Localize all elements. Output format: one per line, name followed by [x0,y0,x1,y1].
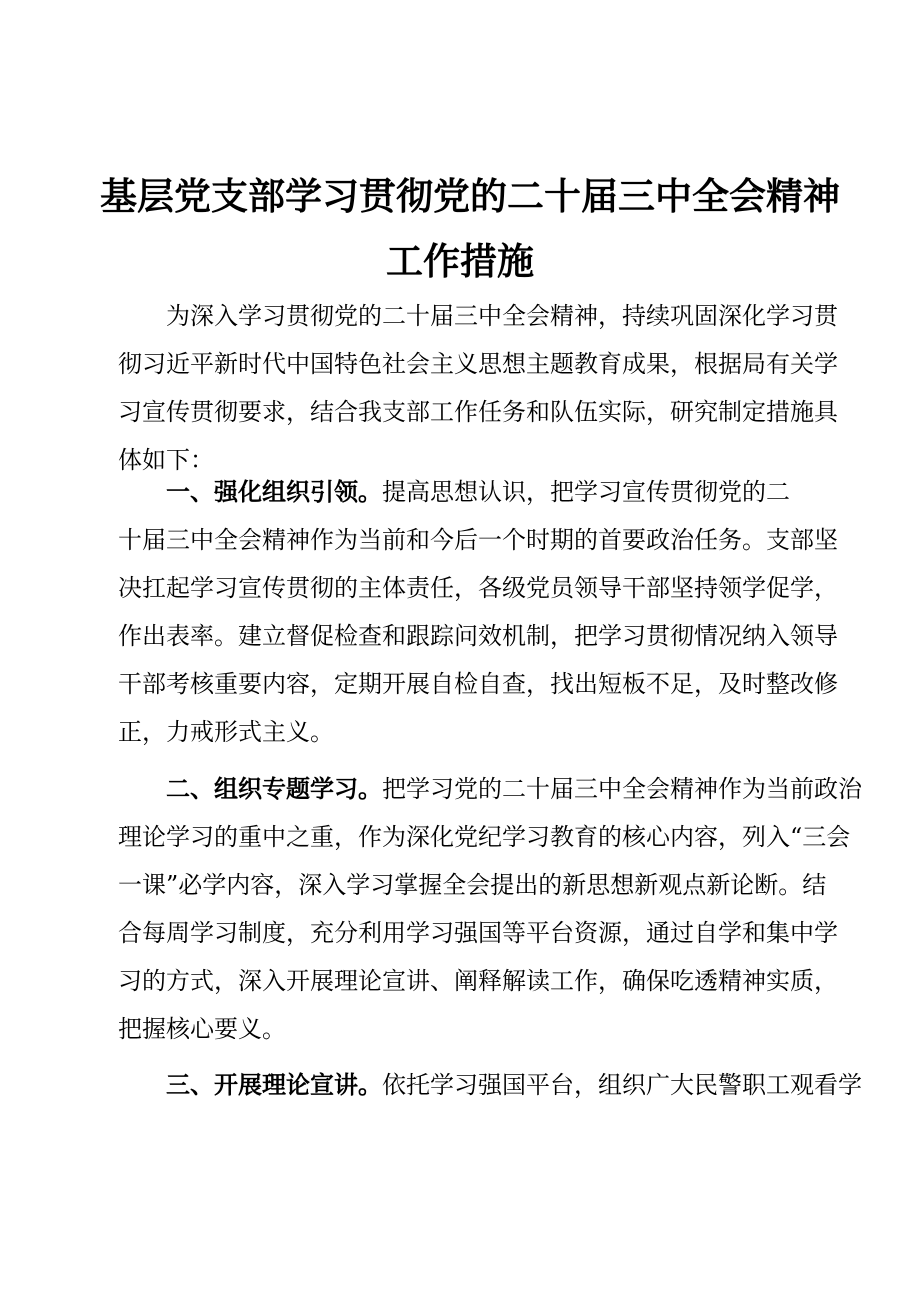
section-3-first-line-text: 依托学习强国平台，组织广大民警职工观看学 [382,1071,862,1099]
intro-paragraph [118,292,838,484]
section-2-first-line [118,765,862,813]
section-1-line: 决扛起学习宣传贯彻的主体责任，各级党员领导干部坚持领学促学， [118,574,838,602]
section-3-first-line [118,1061,862,1109]
section-1-paragraph [118,468,838,756]
section-2-line: 一课”必学内容，深入学习掌握全会提出的新思想新观点新论断。结 [118,871,827,899]
section-1-heading: 一、强化组织引领。 [166,478,382,506]
section-2-paragraph [118,765,862,1053]
section-1-line: 干部考核重要内容，定期开展自检自查，找出短板不足，及时整改修 [118,670,838,698]
document-title-line-1: 基层党支部学习贯彻党的二十届三中全会精神 [100,175,840,218]
document-title-line-2: 工作措施 [386,240,534,283]
section-1-first-line-text: 提高思想认识，把学习宣传贯彻党的二 [382,478,790,506]
section-2-first-line-text: 把学习党的二十届三中全会精神作为当前政治 [382,775,862,803]
intro-line: 体如下： [118,446,214,474]
section-2-line: 理论学习的重中之重，作为深化党纪学习教育的核心内容，列入“三会 [118,823,851,851]
section-2-line: 习的方式，深入开展理论宣讲、阐释解读工作，确保吃透精神实质， [118,967,838,995]
intro-line: 为深入学习贯彻党的二十届三中全会精神，持续巩固深化学习贯 [166,302,838,330]
section-2-line: 把握核心要义。 [118,1015,286,1043]
section-2-heading: 二、组织专题学习。 [166,775,382,803]
section-1-first-line [118,468,818,516]
intro-line: 彻习近平新时代中国特色社会主义思想主题教育成果，根据局有关学 [118,350,838,378]
section-3-paragraph [118,1061,862,1109]
intro-line: 习宣传贯彻要求，结合我支部工作任务和队伍实际，研究制定措施具 [118,398,838,426]
section-1-line: 十届三中全会精神作为当前和今后一个时期的首要政治任务。支部坚 [118,526,838,554]
section-2-line: 合每周学习制度，充分利用学习强国等平台资源，通过自学和集中学 [118,919,838,947]
section-1-line: 正，力戒形式主义。 [118,718,334,746]
section-3-heading: 三、开展理论宣讲。 [166,1071,382,1099]
section-1-line: 作出表率。建立督促检查和跟踪问效机制，把学习贯彻情况纳入领导 [118,622,838,650]
